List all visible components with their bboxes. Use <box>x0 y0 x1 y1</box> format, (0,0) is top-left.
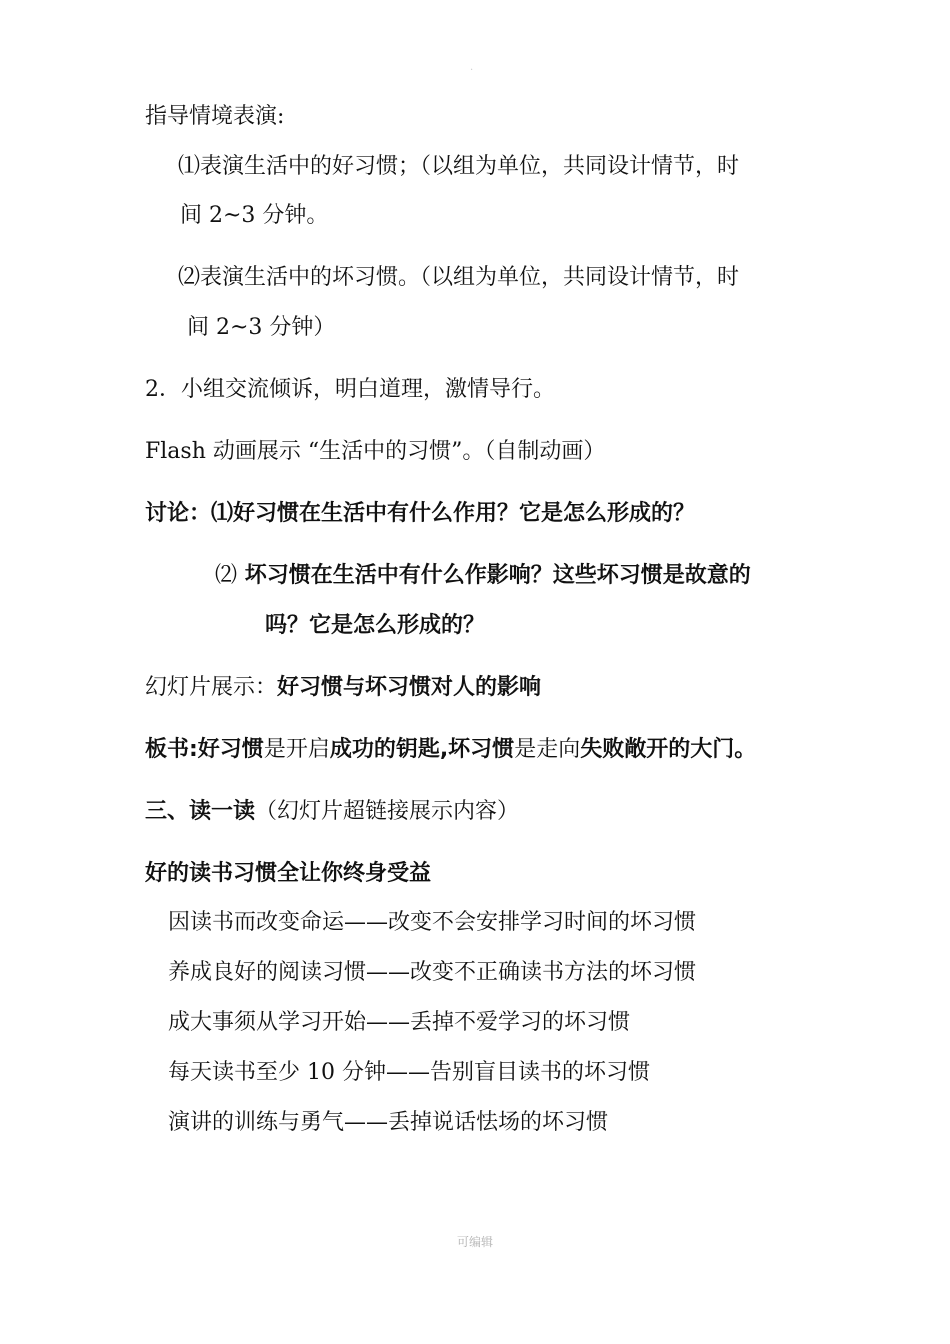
blackboard-part-c: 成功的钥匙,坏习惯 <box>329 737 515 762</box>
discussion-line-2 <box>215 561 751 591</box>
slide-display-topic: 好习惯与坏习惯对人的影响 <box>277 675 542 700</box>
discussion-question-2: 坏习惯在生活中有什么作影响？这些坏习惯是故意的 <box>244 563 751 588</box>
paragraph-bad-habit-performance: ⑵表演生活中的坏习惯。（以组为单位，共同设计情节，时 <box>178 265 740 290</box>
paragraph-good-habit-time: 间 2~3 分钟。 <box>180 203 329 228</box>
section-three-note: （幻灯片超链接展示内容） <box>255 799 520 824</box>
list-item: 演讲的训练与勇气——丢掉说话怯场的坏习惯 <box>168 1110 609 1135</box>
list-item: 每天读书至少 10 分钟——告别盲目读书的坏习惯 <box>168 1060 650 1085</box>
paragraph-group-discussion: 2．小组交流倾诉，明白道理，激情导行。 <box>145 377 555 402</box>
discussion-question-1: ⑴好习惯在生活中有什么作用？它是怎么形成的？ <box>211 501 696 526</box>
list-item: 养成良好的阅读习惯——改变不正确读书方法的坏习惯 <box>168 960 697 985</box>
slide-display-label: 幻灯片展示： <box>145 675 278 700</box>
list-item: 因读书而改变命运——改变不会安排学习时间的坏习惯 <box>168 910 697 935</box>
blackboard-part-b: 是开启 <box>263 737 330 762</box>
blackboard-part-e: 失败敞开的大门。 <box>580 737 757 762</box>
reading-habits-title: 好的读书习惯全让你终身受益 <box>145 861 432 886</box>
slide-display-line <box>145 673 541 703</box>
discussion-question-2-cont: 吗？它是怎么形成的？ <box>265 613 486 638</box>
discussion-label: 讨论： <box>145 501 212 526</box>
header-mark: . <box>470 62 474 73</box>
blackboard-line <box>145 735 756 765</box>
section-three-title: 三、读一读 <box>145 799 256 824</box>
paragraph-bad-habit-time: 间 2~3 分钟） <box>187 315 336 340</box>
blackboard-part-a: 板书:好习惯 <box>145 737 264 762</box>
paragraph-flash-animation: Flash 动画展示 “生活中的习惯”。（自制动画） <box>145 439 606 464</box>
paragraph-good-habit-performance: ⑴表演生活中的好习惯；（以组为单位，共同设计情节，时 <box>178 154 740 179</box>
section-three-heading <box>145 797 519 827</box>
blackboard-part-d: 是走向 <box>514 737 581 762</box>
list-item: 成大事须从学习开始——丢掉不爱学习的坏习惯 <box>168 1010 631 1035</box>
footer-editable-mark: 可编辑 <box>456 1235 493 1249</box>
paragraph-situation-guide: 指导情境表演: <box>145 104 285 129</box>
discussion-line-1 <box>145 499 695 529</box>
discussion-number-2: ⑵ <box>215 563 238 588</box>
